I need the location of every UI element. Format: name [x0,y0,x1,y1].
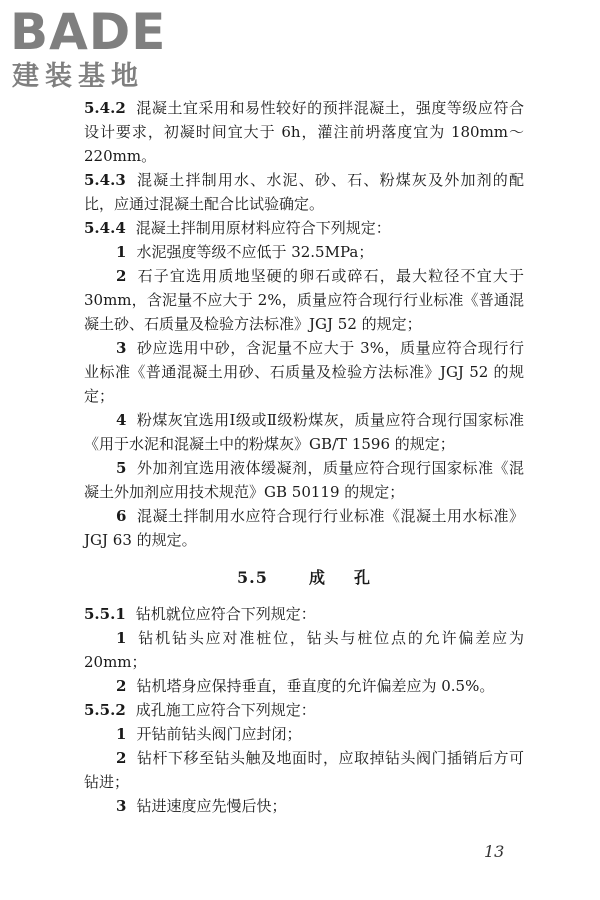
list-item [84,408,524,456]
clause-number: 5.5.1 [84,605,126,623]
item-number: 2 [116,267,127,285]
clause-paragraph [84,96,524,168]
logo-wordmark: BADE [10,3,167,61]
list-item [84,336,524,408]
section-5-4-clauses [84,96,524,552]
item-number: 3 [116,797,127,815]
item-number: 5 [116,459,127,477]
item-number: 1 [116,725,127,743]
list-item [84,504,524,552]
clause-number: 5.5.2 [84,701,126,719]
item-text: 石子宜选用质地坚硬的卵石或碎石，最大粒径不宜大于 30mm，含泥量不应大于 2%，质量应符合现行行业标准《普通混凝土砂、石质量及检验方法标准》JGJ 52 的规定； [84,267,524,333]
clause-paragraph [84,602,524,626]
bade-logo [10,3,180,96]
item-number: 2 [116,749,127,767]
logo-subtitle: 建装基地 [12,61,144,92]
clause-number: 5.4.3 [84,171,126,189]
clause-text: 混凝土宜采用和易性较好的预拌混凝土，强度等级应符合设计要求，初凝时间宜大于 6h，灌注前坍落度宜为 180mm～220mm。 [84,99,524,165]
list-item [84,722,524,746]
item-text: 砂应选用中砂，含泥量不应大于 3%，质量应符合现行行业标准《普通混凝土用砂、石质量及检验方法标准》JGJ 52 的规定； [84,339,524,405]
section-number: 5.5 [236,568,268,587]
clause-paragraph [84,216,524,240]
item-text: 粉煤灰宜选用Ⅰ级或Ⅱ级粉煤灰，质量应符合现行国家标准《用于水泥和混凝土中的粉煤灰》GB/T 1596 的规定； [84,411,524,453]
item-text: 混凝土拌制用水应符合现行行业标准《混凝土用水标准》JGJ 63 的规定。 [84,507,524,549]
item-text: 钻机钻头应对准桩位，钻头与桩位点的允许偏差应为 20mm； [84,629,524,671]
clause-number: 5.4.2 [84,99,126,117]
item-text: 钻机塔身应保持垂直，垂直度的允许偏差应为 0.5%。 [136,677,495,695]
clause-text: 钻机就位应符合下列规定： [135,605,316,623]
list-item [84,626,524,674]
item-number: 1 [116,243,127,261]
list-item [84,264,524,336]
section-title-text: 成 孔 [308,568,372,587]
clause-paragraph [84,168,524,216]
list-item [84,456,524,504]
clause-text: 混凝土拌制用原材料应符合下列规定： [135,219,391,237]
list-item [84,794,524,818]
list-item [84,240,524,264]
list-item [84,674,524,698]
section-5-5-clauses [84,602,524,818]
document-body [84,96,524,818]
item-number: 6 [116,507,127,525]
clause-paragraph [84,698,524,722]
page-number: 13 [484,842,505,861]
item-text: 钻进速度应先慢后快； [136,797,287,815]
list-item [84,746,524,794]
clause-text: 混凝土拌制用水、水泥、砂、石、粉煤灰及外加剂的配比，应通过混凝土配合比试验确定。 [84,171,524,213]
item-number: 2 [116,677,127,695]
item-text: 水泥强度等级不应低于 32.5MPa； [136,243,374,261]
item-text: 外加剂宜选用液体缓凝剂，质量应符合现行国家标准《混凝土外加剂应用技术规范》GB 50119 的规定； [84,459,524,501]
item-number: 1 [116,629,127,647]
section-heading [84,566,524,590]
item-number: 4 [116,411,127,429]
clause-text: 成孔施工应符合下列规定： [135,701,316,719]
item-text: 钻杆下移至钻头触及地面时，应取掉钻头阀门插销后方可钻进； [84,749,524,791]
item-number: 3 [116,339,127,357]
item-text: 开钻前钻头阀门应封闭； [136,725,302,743]
clause-number: 5.4.4 [84,219,126,237]
